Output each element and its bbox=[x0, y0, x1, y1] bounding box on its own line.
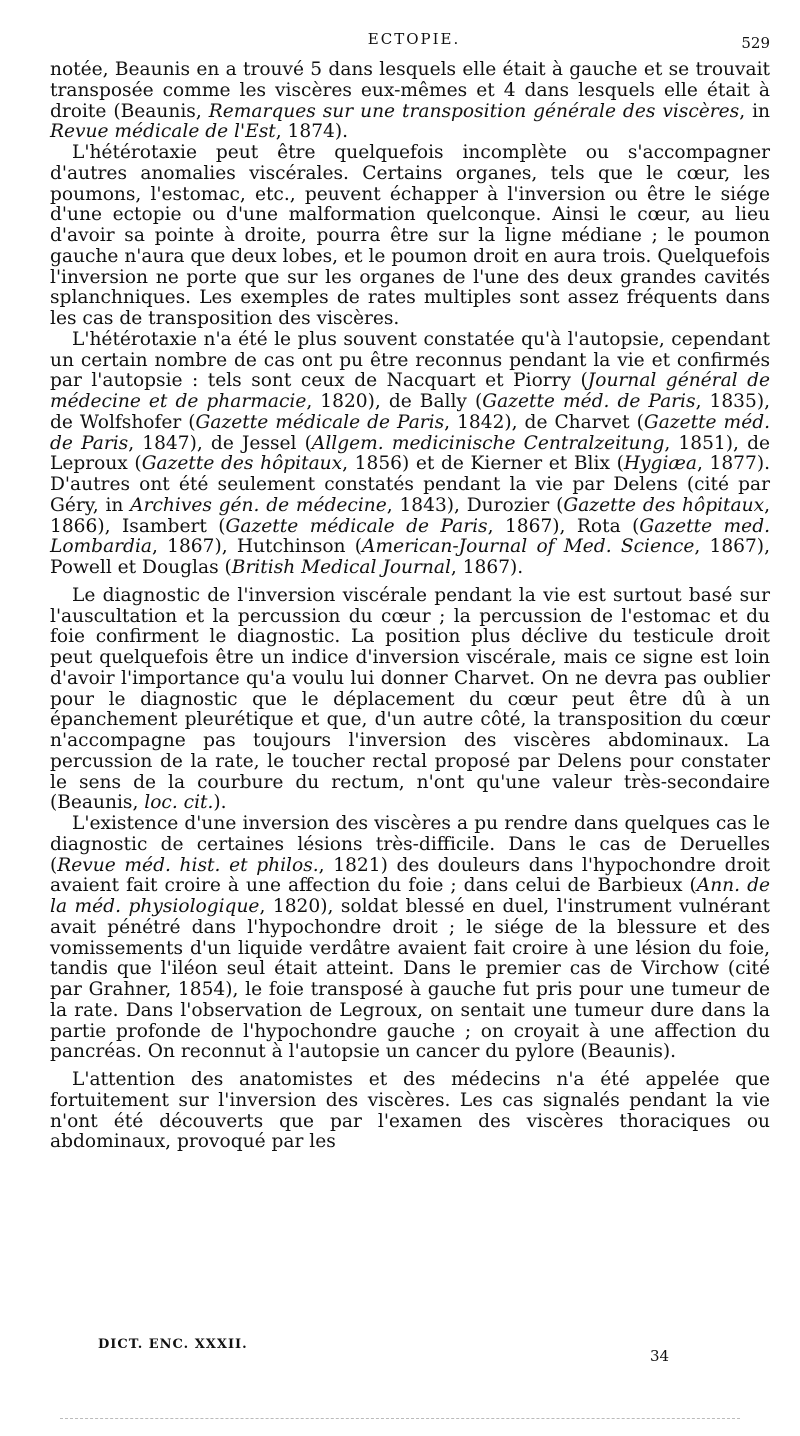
text-run: , 1821) des douleurs dans l'hypochondre droit avaient fait croire à une affection du foie ; dans celui de Barbieux ( bbox=[50, 854, 770, 897]
text-run: L'hétérotaxie n'a été le plus souvent constatée qu'à l'autopsie, cependant un certain nombre de cas ont pu être reconnus pendant la vie et confirmés par l'autopsie : tels sont ceux de Nacquart et Piorry ( bbox=[50, 328, 770, 392]
paragraph bbox=[50, 586, 770, 814]
page-footer bbox=[50, 1337, 770, 1367]
italic-citation: Gazette médicale de Paris bbox=[225, 515, 488, 537]
sheet-number: 34 bbox=[650, 1347, 670, 1365]
italic-citation: Remarques sur une transposition générale des viscères bbox=[208, 100, 740, 122]
text-run: notée, Beaunis en a trouvé 5 dans lesquels elle était à gauche et se trouvait transposée comme les viscères eux-mêmes et 4 dans lesquels elle était à droite (Beaunis, bbox=[50, 59, 770, 122]
italic-citation: loc. cit. bbox=[144, 792, 214, 814]
italic-citation: American-Journal of Med. Science bbox=[362, 536, 695, 558]
running-head bbox=[50, 28, 778, 52]
paragraph bbox=[50, 814, 770, 1063]
text-run: , 1843), Durozier ( bbox=[386, 494, 564, 516]
page-number: 529 bbox=[741, 34, 770, 52]
italic-citation: Hygiæa bbox=[623, 453, 697, 475]
text-run: , 1867), Hutchinson ( bbox=[151, 536, 363, 558]
italic-citation: Gazette des hôpitaux bbox=[141, 453, 343, 475]
italic-citation: Gazette méd. de Paris bbox=[50, 411, 771, 454]
text-run: , 1842), de Charvet ( bbox=[444, 411, 644, 433]
italic-citation: British Medical Journal bbox=[231, 557, 451, 578]
text-run: , 1835), de Wolfshofer ( bbox=[50, 391, 771, 433]
paragraph bbox=[50, 1070, 770, 1153]
text-run: L'hétérotaxie peut être quelquefois incomplète ou s'accompagner d'autres anomalies viscérales. Certains organes, tels que le cœur, les poumons, l'estomac, etc., peuvent échapper à l'inversion ou être le siége d'une ectopie ou d'une malformation quelconque. Ainsi le cœur, au lieu d'avoir sa pointe à droite, pourra être sur la ligne médiane ; le poumon gauche n'aura que deux lobes, et le poumon droit en aura trois. Quelquefois l'inversion ne porte que sur les organes de l'une des deux grandes cavités splanchniques. Les exemples de rates multiples sont assez fréquents dans les cas de transposition des viscères. bbox=[50, 142, 770, 329]
text-run: L'attention des anatomistes et des médecins n'a été appelée que fortuitement sur l'inversion des viscères. Les cas signalés pendant la vie n'ont été découverts que par l'examen des viscères thoraciques ou abdominaux, provoqué par les bbox=[50, 1069, 770, 1153]
text-run: , 1877). D'autres ont été seulement constatés pendant la vie par Delens (cité par Géry, in bbox=[50, 453, 770, 516]
bottom-divider bbox=[60, 1418, 740, 1419]
italic-citation: Gazette des hôpitaux bbox=[563, 494, 765, 516]
italic-citation: Gazette médicale de Paris bbox=[195, 411, 445, 433]
running-title: ECTOPIE. bbox=[367, 30, 461, 48]
text-run: , 1851), de Leproux ( bbox=[50, 432, 770, 475]
text-run: Le diagnostic de l'inversion viscérale pendant la vie est surtout basé sur l'auscultation et la percussion du cœur ; la percussion de l'estomac et du foie confirment le diagnostic. La position plus déclive du testicule droit peut quelquefois être un indice d'inversion viscérale, mais ce signe est loin d'avoir l'importance qu'a voulu lui donner Charvet. On ne devra pas oublier pour le diagnostic que le déplacement du cœur peut être dû à un épanchement pleurétique et que, d'un autre côté, la transposition du cœur n'accompagne pas toujours l'inversion des viscères abdominaux. La percussion de la rate, le toucher rectal proposé par Delens pour constater le sens de la courbure du rectum, n'ont qu'une valeur très-secondaire (Beaunis, bbox=[50, 584, 770, 814]
text-run: , in bbox=[739, 100, 770, 122]
volume-signature-text: DICT. ENC. XXXII. bbox=[98, 1337, 248, 1352]
italic-citation: Journal général de médecine et de pharmacie bbox=[50, 370, 770, 412]
text-run: , 1866), Isambert ( bbox=[50, 494, 771, 537]
text-run: , 1874). bbox=[275, 121, 349, 143]
text-run: , 1867). bbox=[450, 557, 524, 578]
article-body bbox=[50, 60, 770, 1153]
italic-citation: Gazette méd. de Paris bbox=[482, 391, 696, 412]
text-run: , 1867), Powell et Douglas ( bbox=[50, 536, 770, 578]
text-run: , 1867), Rota ( bbox=[487, 515, 640, 537]
text-run: ). bbox=[213, 792, 227, 814]
italic-citation: Revue médicale de l'Est bbox=[50, 121, 276, 143]
italic-citation: Allgem. medicinische Centralzeitung bbox=[311, 432, 665, 454]
paragraph bbox=[50, 330, 770, 579]
text-run: , 1820), de Bally ( bbox=[306, 391, 483, 412]
volume-signature bbox=[98, 1337, 248, 1352]
text-run: , 1820), soldat blessé en duel, l'instrument vulnérant avait pénétré dans l'hypochondre droit ; le siége de la blessure et des vomissements d'un liquide verdâtre avaient fait croire à une lésion du foie, tandis que l'iléon seul était atteint. Dans le premier cas de Virchow (cité par Grahner, 1854), le foie transposé à gauche fut pris pour une tumeur de la rate. Dans l'observation de Legroux, on sentait une tumeur dure dans la partie profonde de l'hypochondre gauche ; on croyait à une affection du pancréas. On reconnut à l'autopsie un cancer du pylore (Beaunis). bbox=[50, 896, 770, 1063]
text-run: , 1856) et de Kierner et Blix ( bbox=[342, 453, 624, 475]
italic-citation: Revue méd. hist. et philos. bbox=[57, 854, 319, 876]
paragraph bbox=[50, 143, 770, 330]
paragraph bbox=[50, 60, 770, 143]
text-run: L'existence d'une inversion des viscères a pu rendre dans quelques cas le diagnostic de certaines lésions très-difficile. Dans le cas de Deruelles ( bbox=[50, 813, 770, 876]
italic-citation: Archives gén. de médecine bbox=[130, 494, 387, 516]
italic-citation: Gazette med. Lombardia bbox=[50, 515, 771, 558]
italic-citation: Ann. de la méd. physiologique bbox=[50, 875, 771, 917]
text-run: , 1847), de Jessel ( bbox=[128, 432, 312, 454]
